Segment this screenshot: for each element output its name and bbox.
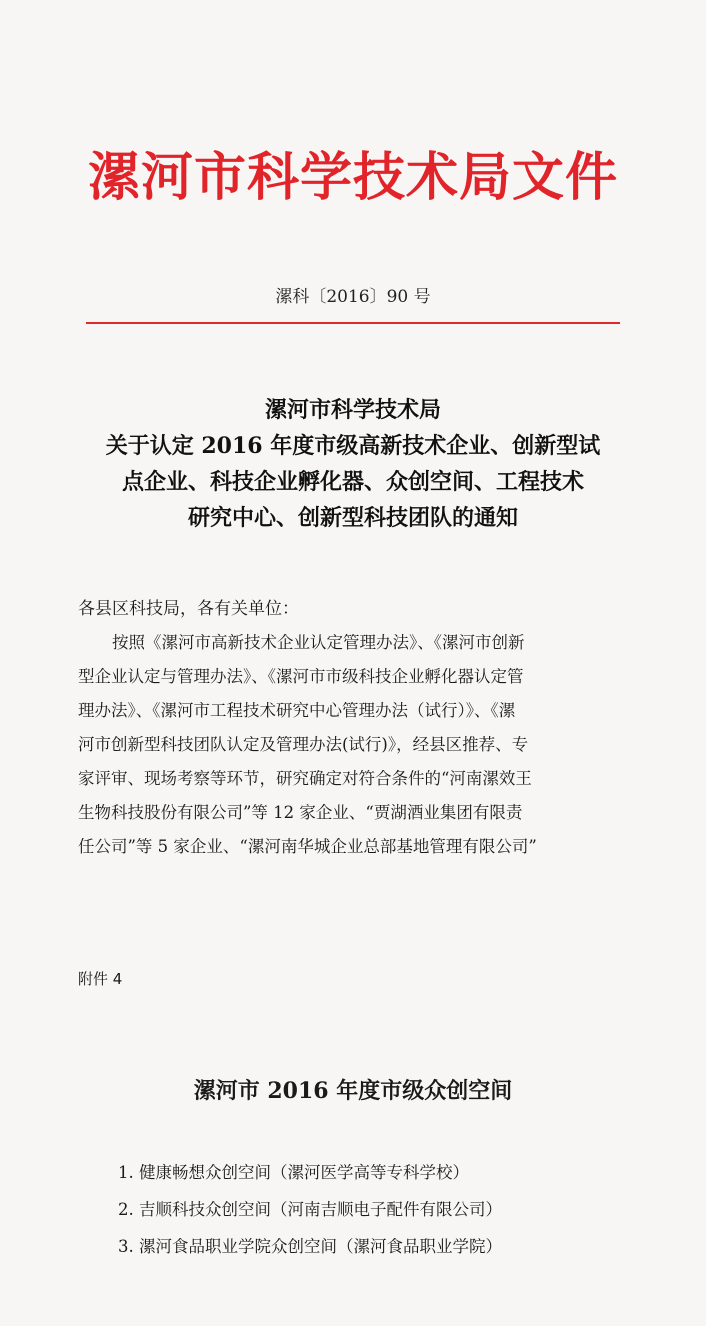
body-line: 理办法》、《漯河市工程技术研究中心管理办法（试行）》、《漯 xyxy=(78,701,516,720)
notice-title xyxy=(60,392,646,536)
title-line: 漯河市科学技术局 xyxy=(264,397,441,423)
list-item: 1. 健康畅想众创空间（漯河医学高等专科学校） xyxy=(118,1163,469,1182)
attachment-label: 附件 4 xyxy=(78,970,123,988)
document-number: 漯科〔2016〕90 号 xyxy=(275,287,431,307)
space-list xyxy=(118,1154,638,1265)
salutation: 各县区科技局，各有关单位： xyxy=(78,599,299,619)
red-divider xyxy=(86,322,620,324)
title-line: 点企业、科技企业孵化器、众创空间、工程技术 xyxy=(121,469,584,495)
body-line: 河市创新型科技团队认定及管理办法(试行)》，经县区推荐、专 xyxy=(78,735,529,754)
list-title: 漯河市 2016 年度市级众创空间 xyxy=(193,1078,513,1104)
list-item: 3. 漯河食品职业学院众创空间（漯河食品职业学院） xyxy=(118,1237,502,1256)
title-line: 研究中心、创新型科技团队的通知 xyxy=(187,505,518,531)
masthead-title: 漯河市科学技术局文件 xyxy=(87,147,618,208)
body-line: 家评审、现场考察等环节，研究确定对符合条件的“河南漯效王 xyxy=(78,769,532,788)
body-line: 生物科技股份有限公司”等 12 家企业、“贾湖酒业集团有限责 xyxy=(78,803,523,822)
body-line: 按照《漯河市高新技术企业认定管理办法》、《漯河市创新 xyxy=(112,633,525,652)
title-line: 关于认定 2016 年度市级高新技术企业、创新型试 xyxy=(105,433,601,459)
body-line: 任公司”等 5 家企业、“漯河南华城企业总部基地管理有限公司” xyxy=(78,837,537,856)
body-paragraph xyxy=(78,626,634,864)
list-item: 2. 吉顺科技众创空间（河南吉顺电子配件有限公司） xyxy=(118,1200,502,1219)
body-line: 型企业认定与管理办法》、《漯河市市级科技企业孵化器认定管 xyxy=(78,667,524,686)
